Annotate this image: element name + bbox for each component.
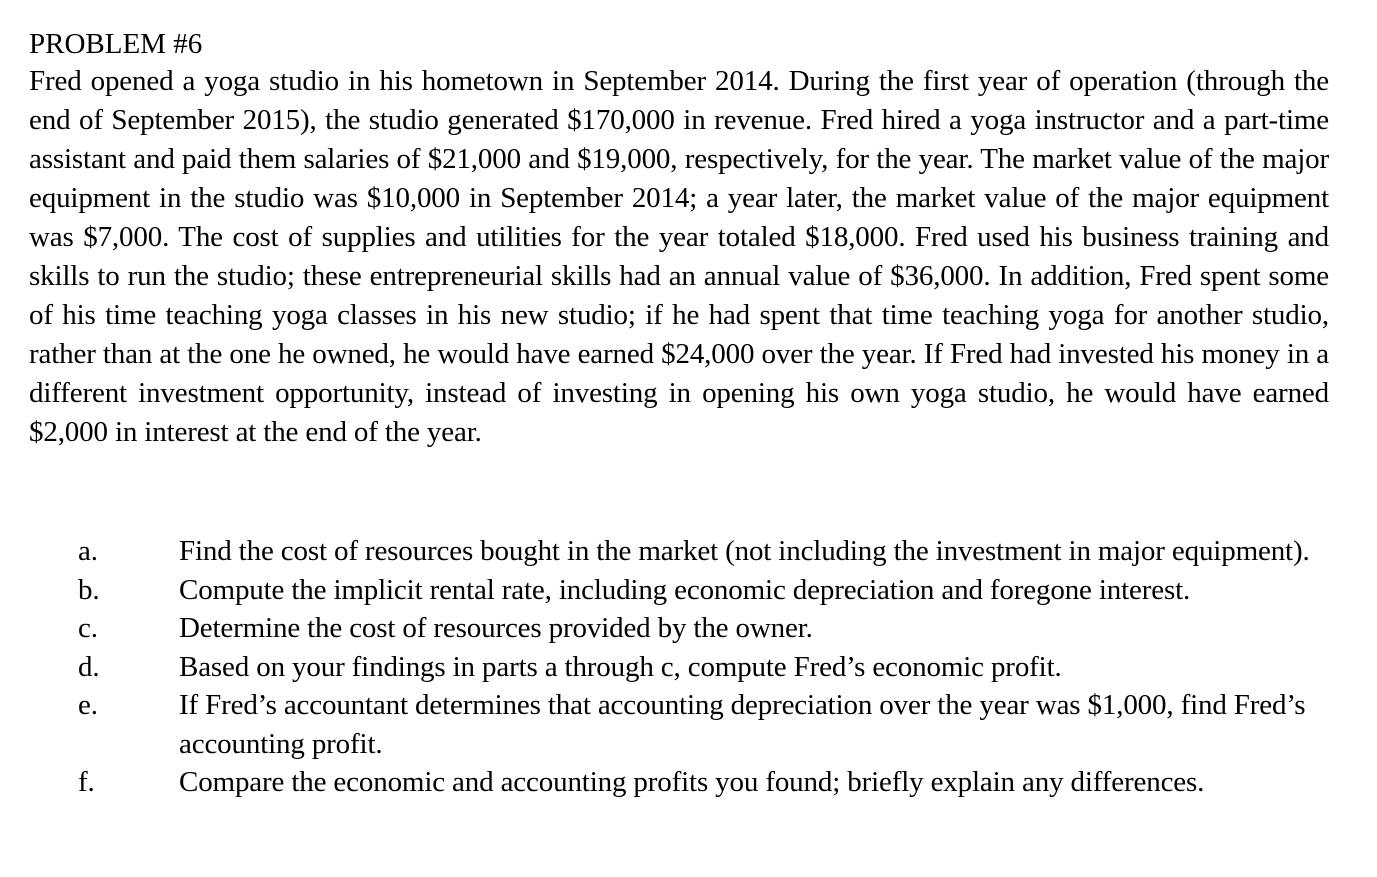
problem-document bbox=[29, 26, 1329, 798]
question-text: Compute the implicit rental rate, including economic depreciation and foregone interest. bbox=[179, 573, 1191, 606]
question-text: Based on your findings in parts a through c, compute Fred’s economic profit. bbox=[179, 650, 1062, 683]
problem-title: PROBLEM #6 bbox=[29, 28, 203, 60]
question-e bbox=[29, 686, 1329, 763]
question-text: Find the cost of resources bought in the market (not including the investment in major equipment). bbox=[179, 535, 1310, 567]
question-letter: c. bbox=[78, 612, 98, 644]
question-text: If Fred’s accountant determines that accounting depreciation over the year was $1,000, find Fred’s accounting profit. bbox=[179, 689, 1306, 760]
question-text: Compare the economic and accounting profits you found; briefly explain any differences. bbox=[179, 766, 1205, 798]
question-list bbox=[29, 532, 1329, 802]
question-text: Determine the cost of resources provided by the owner. bbox=[179, 612, 813, 644]
question-letter: a. bbox=[78, 535, 98, 567]
question-a bbox=[29, 532, 1329, 571]
question-letter: d. bbox=[78, 650, 100, 683]
question-letter: b. bbox=[78, 573, 100, 606]
question-f bbox=[29, 763, 1329, 802]
problem-paragraph: Fred opened a yoga studio in his hometown in September 2014. During the first year of operation (through the end of September 2015), the studio generated $170,000 in revenue. Fred hired a yoga instructor and a part-time assistant and paid them salaries of $21,000 and $19,000, respectively, for the year. The market value of the major equipment in the studio was $10,000 in September 2014; a year later, the market value of the major equipment was $7,000. The cost of supplies and utilities for the year totaled $18,000. Fred used his business training and skills to run the studio; these entrepreneurial skills had an annual value of $36,000. In addition, Fred spent some of his time teaching yoga classes in his new studio; if he had spent that time teaching yoga for another studio, rather than at the one he owned, he would have earned $24,000 over the year. If Fred had invested his money in a different investment opportunity, instead of investing in opening his own yoga studio, he would have earned $2,000 in interest at the end of the year. bbox=[29, 65, 1329, 448]
question-letter: e. bbox=[78, 689, 98, 721]
question-c bbox=[29, 609, 1329, 648]
question-d bbox=[29, 648, 1329, 687]
question-b bbox=[29, 571, 1329, 610]
question-letter: f. bbox=[78, 766, 95, 798]
